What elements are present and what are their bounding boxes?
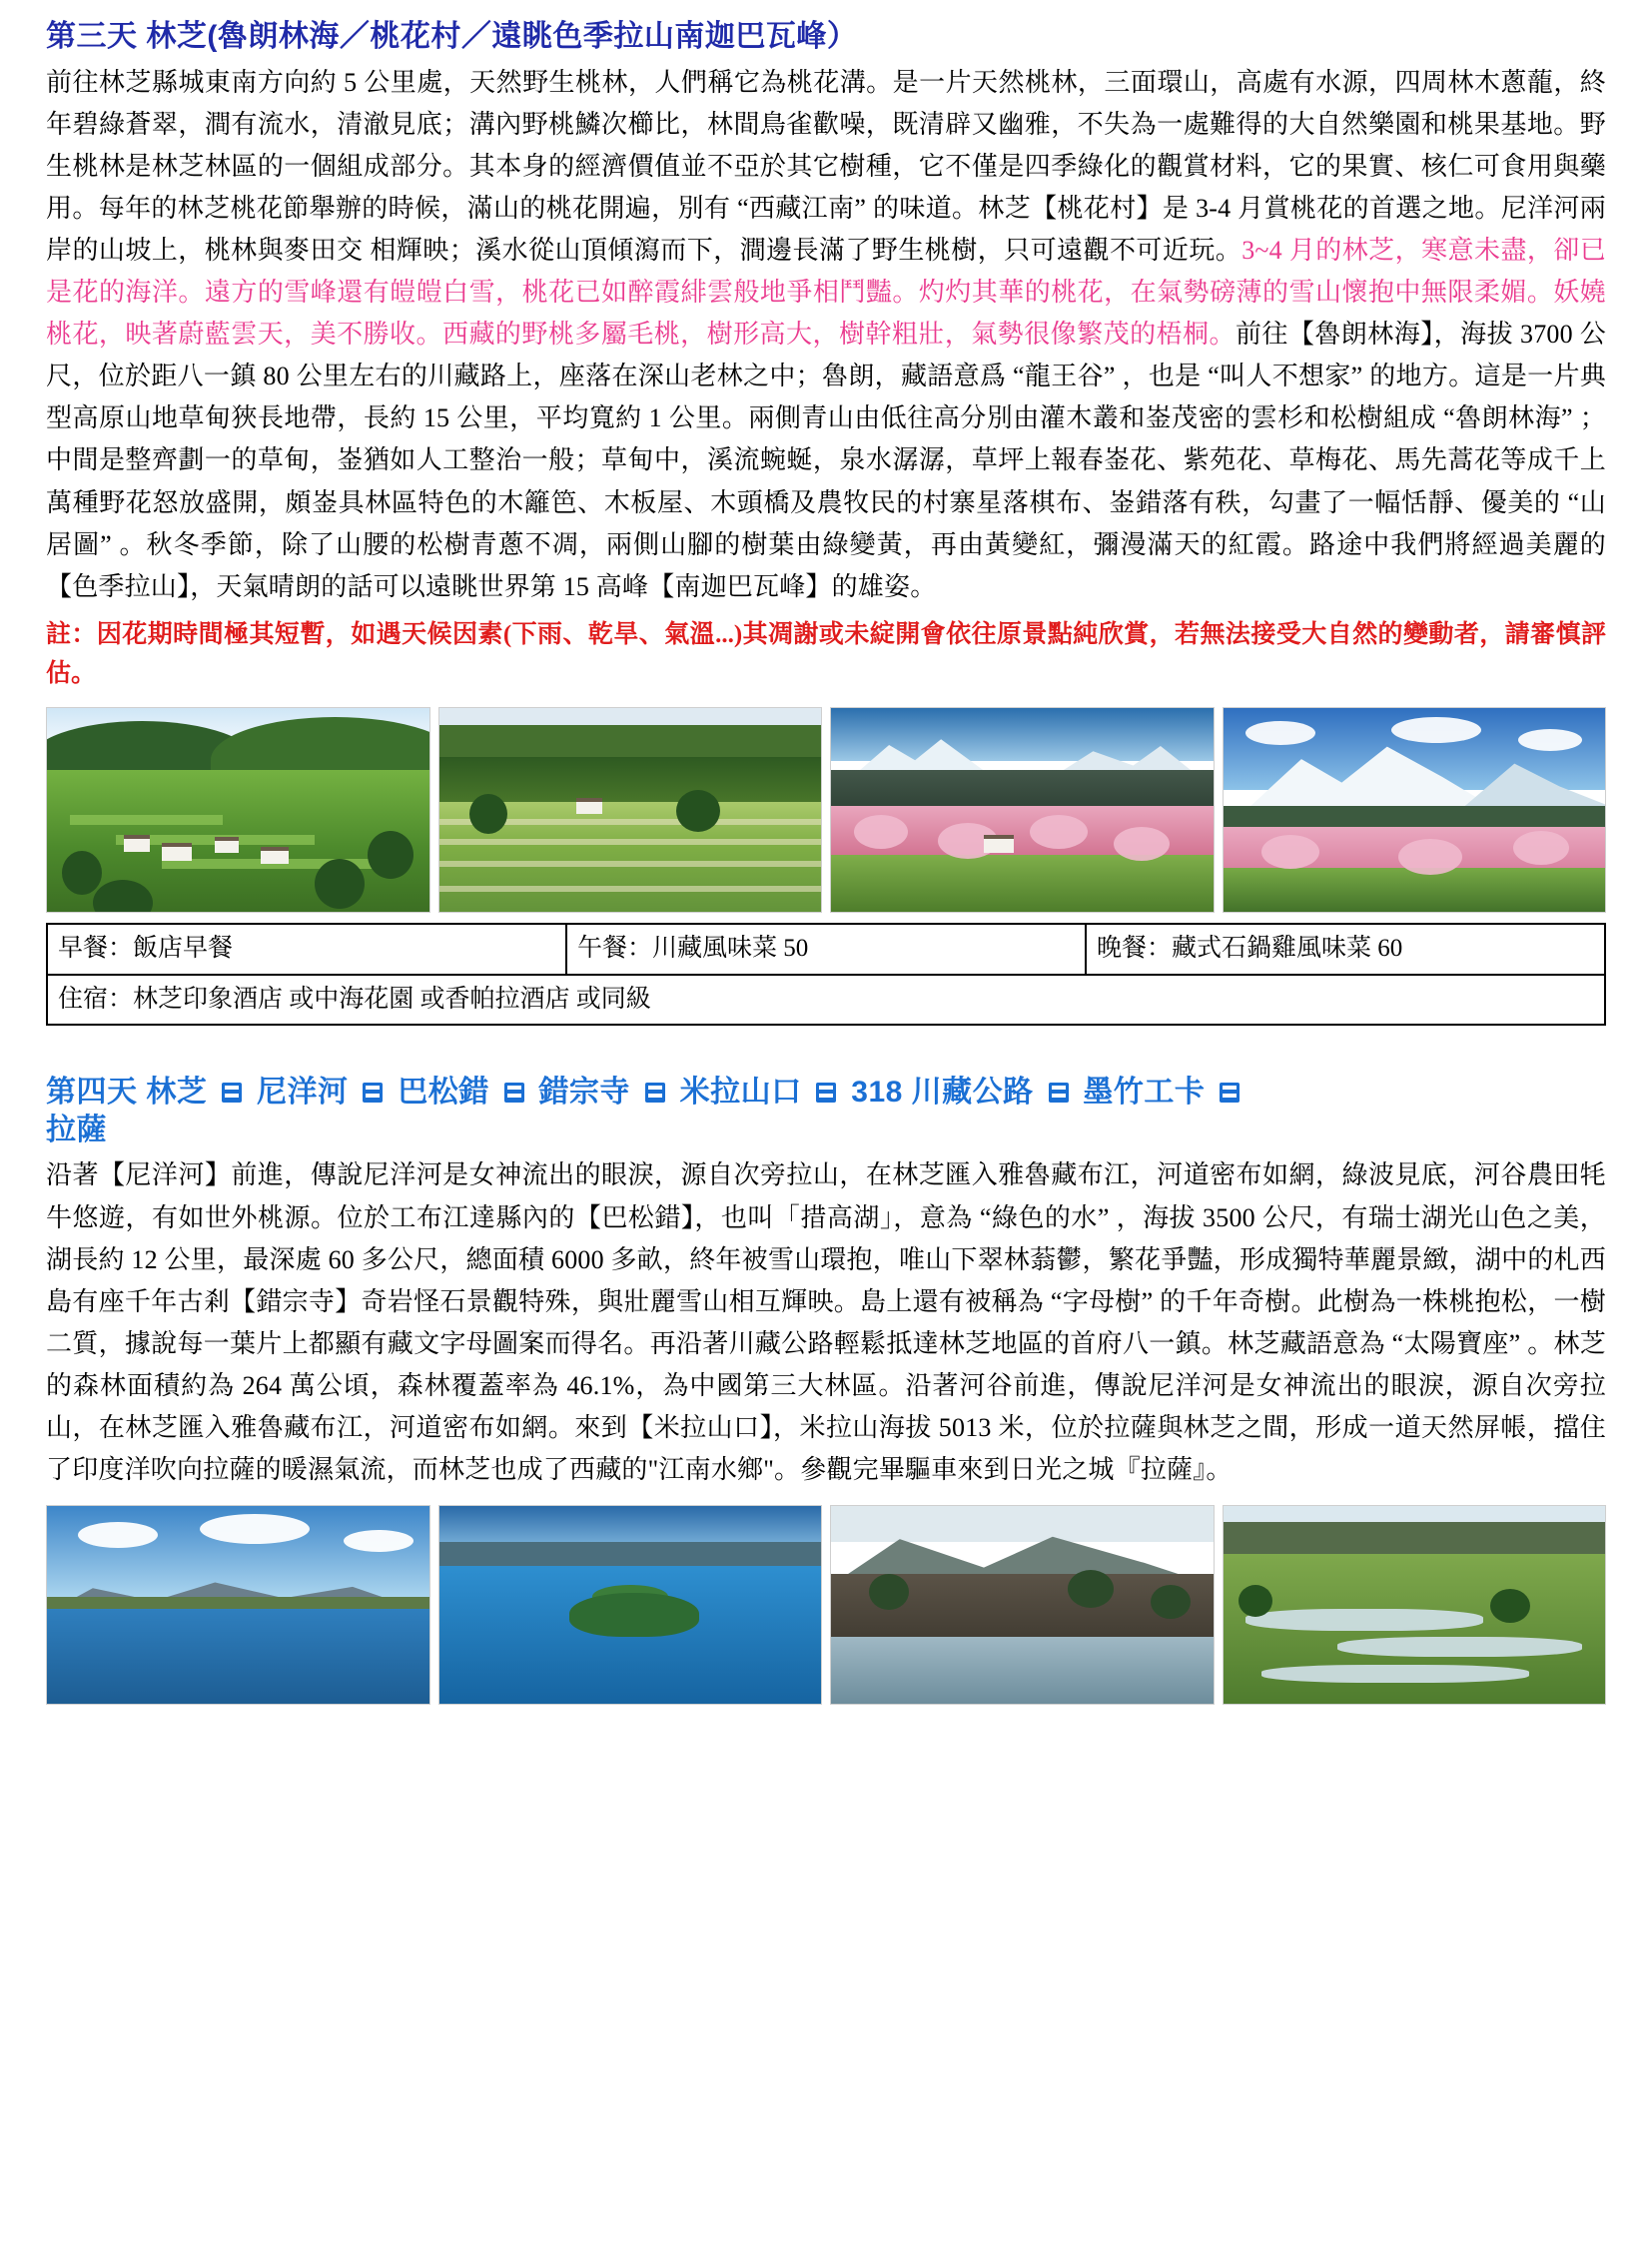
breakfast-cell: 早餐：飯店早餐 xyxy=(47,924,566,975)
section-spacer xyxy=(46,1026,1606,1074)
day3-paragraph xyxy=(46,62,1606,608)
photo-lake-mountains xyxy=(46,1505,430,1705)
day4-paragraph: 沿著【尼洋河】前進，傳說尼洋河是女神流出的眼淚，源自次旁拉山，在林芝匯入雅魯藏布江，河道密布如網，綠波見底，河谷農田牦牛悠遊，有如世外桃源。位於工布江達縣內的【巴松錯】，也叫「措高湖」，意為 “綠色的水” ，海拔 3500 公尺，有瑞士湖光山色之美，湖長約 12 公里，最深處 60 多公尺，總面積 6000 多畝，終年被雪山環抱，唯山下翠林蓊鬱，繁花爭豔，形成獨特華麗景緻，湖中的札西島有座千年古剎【錯宗寺】奇岩怪石景觀特殊，與壯麗雪山相互輝映。島上還有被稱為 “字母樹” 的千年奇樹。此樹為一株桃抱松，一樹二質，據說每一葉片上都顯有藏文字母圖案而得名。再沿著川藏公路輕鬆抵達林芝地區的首府八一鎮。林芝藏語意為 “太陽寶座” 。林芝的森林面積約為 264 萬公頃，森林覆蓋率為 46.1%，為中國第三大林區。沿著河谷前進，傳說尼洋河是女神流出的眼淚，源自次旁拉山，在林芝匯入雅魯藏布江，河道密布如網。來到【米拉山口】，米拉山海拔 5013 米，位於拉薩與林芝之間，形成一道天然屏帳，擋住了印度洋吹向拉薩的暖濕氣流，而林芝也成了西藏的"江南水鄉"。參觀完畢驅車來到日光之城『拉薩』。 xyxy=(46,1160,1606,1485)
photo-snow-mountain-blossom xyxy=(1223,707,1607,913)
bus-icon xyxy=(363,1083,383,1103)
day4-heading xyxy=(46,1074,1606,1148)
lunch-cell: 午餐：川藏風味菜 50 xyxy=(566,924,1086,975)
day4-heading-part-7: 墨竹工卡 xyxy=(1083,1076,1206,1110)
day3-meals-table xyxy=(46,923,1606,1026)
day4-heading-part-8: 拉薩 xyxy=(46,1113,107,1146)
photo-peach-blossom-valley xyxy=(830,707,1215,913)
day4-photo-row xyxy=(46,1505,1606,1705)
bus-icon xyxy=(222,1083,242,1103)
dinner-cell: 晚餐：藏式石鍋雞風味菜 60 xyxy=(1086,924,1605,975)
photo-braided-river-meadow xyxy=(1223,1505,1607,1705)
photo-river-canyon xyxy=(830,1505,1215,1705)
day3-paragraph-pink: 3~4 月的林芝，寒意未盡，卻已是花的海洋。遠方的雪峰還有皚皚白雪，桃花已如醉霞緋雲般地爭相鬥豔。灼灼其華的桃花，在氣勢磅薄的雪山懷抱中無限柔媚。妖嬈桃花，映著蔚藍雲天，美不勝收。西藏的野桃多屬毛桃，樹形高大，樹幹粗壯，氣勢很像繁茂的梧桐。 xyxy=(46,235,1606,350)
photo-green-valley-village xyxy=(46,707,430,913)
bus-icon xyxy=(816,1083,836,1103)
table-row xyxy=(47,975,1605,1026)
bus-icon xyxy=(1220,1083,1239,1103)
day3-paragraph-part1: 前往林芝縣城東南方向約 5 公里處，天然野生桃林，人們稱它為桃花溝。是一片天然桃林，三面環山，高處有水源，四周林木蔥蘢，終年碧綠蒼翠，澗有流水，清澈見底；溝內野桃鱗次櫛比，林間鳥雀歡噪，既清辟又幽雅，不失為一處難得的大自然樂園和桃果基地。野生桃林是林芝林區的一個組成部分。其本身的經濟價值並不亞於其它樹種，它不僅是四季綠化的觀賞材料，它的果實、核仁可食用與藥用。每年的林芝桃花節舉辦的時候，滿山的桃花開遍，別有 “西藏江南” 的味道。林芝【桃花村】是 3-4 月賞桃花的首選之地。尼洋河兩岸的山坡上，桃林與麥田交 相輝映；溪水從山頂傾瀉而下，澗邊長滿了野生桃樹，只可遠觀不可近玩。 xyxy=(46,67,1606,265)
day3-heading: 第三天 林芝(魯朗林海／桃花村／遠眺色季拉山南迦巴瓦峰） xyxy=(46,20,858,53)
day4-heading-part-6: 318 川藏公路 xyxy=(851,1076,1034,1110)
day3-note: 註：因花期時間極其短暫，如遇天候因素(下雨、乾旱、氣溫...)其凋謝或未綻開會依往原景點純欣賞，若無法接受大自然的變動者，請審慎評估。 xyxy=(46,620,1606,687)
day4-heading-part-4: 錯宗寺 xyxy=(538,1076,630,1110)
bus-icon xyxy=(504,1083,524,1103)
day4-heading-part-1: 第四天 林芝 xyxy=(46,1076,208,1110)
day3-paragraph-part2: 前往【魯朗林海】，海拔 3700 公尺，位於距八一鎮 80 公里左右的川藏路上，座落在深山老林之中；魯朗，藏語意爲 “龍王谷” ，也是 “叫人不想家” 的地方。這是一片典型高原山地草甸狹長地帶，長約 15 公里，平均寬約 1 公里。兩側青山由低往高分別由灌木叢和崟茂密的雲杉和松樹組成 “魯朗林海” ；中間是整齊劃一的草甸，崟猶如人工整治一般；草甸中，溪流蜿蜒，泉水潺潺，草坪上報春崟花、紫苑花、草梅花、馬先蒿花等成千上萬種野花怒放盛開，頗崟具林區特色的木籬笆、木板屋、木頭橋及農牧民的村寨星落棋布、崟錯落有秩，勾畫了一幅恬靜、優美的 “山居圖” 。秋冬季節，除了山腰的松樹青蔥不凋，兩側山腳的樹葉由綠變黃，再由黃變紅，彌漫滿天的紅霞。路途中我們將經過美麗的【色季拉山】，天氣晴朗的話可以遠眺世界第 15 高峰【南迦巴瓦峰】的雄姿。 xyxy=(46,320,1606,601)
day4-heading-part-3: 巴松錯 xyxy=(398,1076,489,1110)
photo-farm-terraces xyxy=(438,707,823,913)
day4-heading-part-5: 米拉山口 xyxy=(679,1076,802,1110)
day4-heading-part-2: 尼洋河 xyxy=(257,1076,349,1110)
photo-island-lake xyxy=(438,1505,823,1705)
hotel-cell: 住宿：林芝印象酒店 或中海花園 或香帕拉酒店 或同級 xyxy=(47,975,1605,1026)
table-row xyxy=(47,924,1605,975)
bus-icon xyxy=(1049,1083,1069,1103)
bus-icon xyxy=(645,1083,665,1103)
day3-photo-row xyxy=(46,707,1606,913)
